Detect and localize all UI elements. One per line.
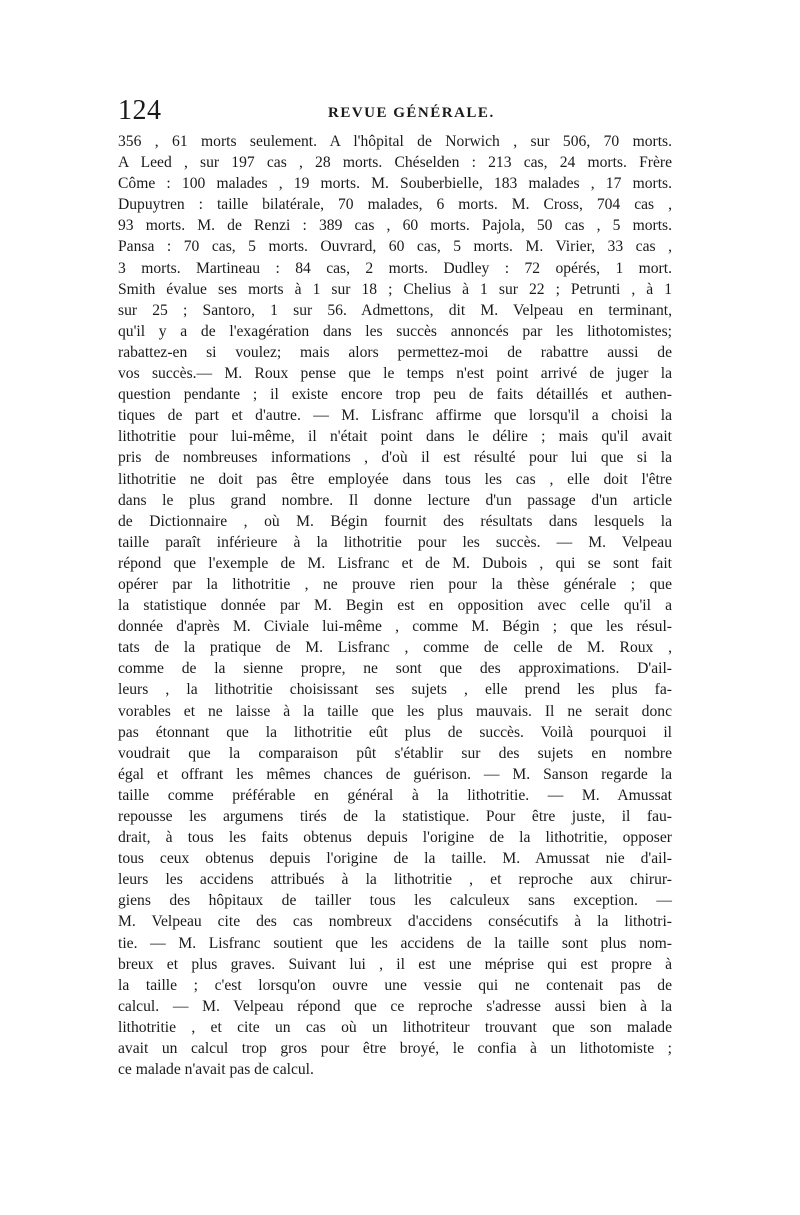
text-line: donnée d'après M. Civiale lui-même , comme M. Bégin ; que les résul- (118, 618, 672, 636)
text-line: Dupuytren : taille bilatérale, 70 malades, 6 morts. M. Cross, 704 cas , (118, 196, 672, 214)
text-line: taille paraît inférieure à la lithotritie pour les succès. — M. Velpeau (118, 533, 672, 551)
text-line: tats de la pratique de M. Lisfranc , comme de celle de M. Roux , (118, 639, 672, 657)
text-line: breux et plus graves. Suivant lui , il est une méprise qui est propre à (118, 955, 672, 973)
text-line: lithotritie , et cite un cas où un lithotriteur trouvant que son malade (118, 1018, 672, 1036)
text-line: Côme : 100 malades , 19 morts. M. Souberbielle, 183 malades , 17 morts. (118, 175, 672, 193)
text-line: 3 morts. Martineau : 84 cas, 2 morts. Dudley : 72 opérés, 1 mort. (118, 259, 672, 277)
text-line: question pendante ; il existe encore trop peu de faits détaillés et authen- (118, 386, 672, 404)
text-line: tous ceux obtenus depuis l'origine de la taille. M. Amussat nie d'ail- (118, 850, 672, 868)
text-line: avait un calcul trop gros pour être broyé, le confia à un lithotomiste ; (118, 1040, 672, 1058)
text-line: 356 , 61 morts seulement. A l'hôpital de Norwich , sur 506, 70 morts. (118, 133, 672, 150)
text-line: comme de la sienne propre, ne sont que des approximations. D'ail- (118, 660, 672, 678)
text-line: sur 25 ; Santoro, 1 sur 56. Admettons, dit M. Velpeau en terminant, (118, 301, 672, 319)
text-line: giens des hôpitaux de tailler tous les calculeux sans exception. — (118, 892, 672, 910)
body-text (118, 131, 672, 1080)
text-line: répond que l'exemple de M. Lisfranc et de M. Dubois , qui se sont fait (118, 554, 672, 572)
text-line: tie. — M. Lisfranc soutient que les accidens de la taille sont plus nom- (118, 934, 672, 952)
text-line: opérer par la lithotritie , ne prouve rien pour la thèse générale ; que (118, 575, 672, 593)
text-line: qu'il y a de l'exagération dans les succès annoncés par les lithotomistes; (118, 322, 672, 340)
text-line: lithotritie ne doit pas être employée dans tous les cas , elle doit l'être (118, 470, 672, 488)
text-line: rabattez-en si voulez; mais alors permettez-moi de rabattre aussi de (118, 343, 672, 361)
text-line: calcul. — M. Velpeau répond que ce reproche s'adresse aussi bien à la (118, 997, 672, 1015)
text-line: 93 morts. M. de Renzi : 389 cas , 60 morts. Pajola, 50 cas , 5 morts. (118, 217, 672, 235)
text-line: dans le plus grand nombre. Il donne lecture d'un passage d'un article (118, 491, 672, 509)
text-line: vorables et ne laisse à la taille que les plus mauvais. Il ne serait donc (118, 702, 672, 720)
text-line: repousse les argumens tirés de la statistique. Pour être juste, il fau- (118, 808, 672, 825)
text-line: leurs , la lithotritie choisissant ses sujets , elle prend les plus fa- (118, 681, 672, 699)
text-line: pas étonnant que la lithotritie eût plus de succès. Voilà pourquoi il (118, 723, 672, 741)
text-line: taille comme préférable en général à la lithotritie. — M. Amussat (118, 786, 672, 804)
text-line: M. Velpeau cite des cas nombreux d'accidens consécutifs à la lithotri- (118, 913, 672, 931)
text-line-last: ce malade n'avait pas de calcul. (118, 1061, 314, 1079)
text-line: leurs les accidens attribués à la lithotritie , et reproche aux chirur- (118, 871, 672, 889)
text-line: Pansa : 70 cas, 5 morts. Ouvrard, 60 cas, 5 morts. M. Virier, 33 cas , (118, 238, 672, 256)
text-line: la taille ; c'est lorsqu'on ouvre une vessie qui ne contenait pas de (118, 976, 672, 994)
page-header (118, 96, 676, 126)
text-line: pris de nombreuses informations , d'où il est résulté pour lui que si la (118, 449, 672, 467)
text-line: Smith évalue ses morts à 1 sur 18 ; Chelius à 1 sur 22 ; Petrunti , à 1 (118, 280, 672, 298)
text-line: A Leed , sur 197 cas , 28 morts. Chéselden : 213 cas, 24 morts. Frère (118, 154, 672, 172)
text-line: drait, à tous les faits obtenus depuis l'origine de la lithotritie, opposer (118, 829, 672, 847)
text-line: de Dictionnaire , où M. Bégin fournit des résultats dans lesquels la (118, 512, 672, 530)
text-line: la statistique donnée par M. Begin est en opposition avec celle qu'il a (118, 597, 672, 615)
text-line: lithotritie pour lui-même, il n'était point dans le délire ; mais qu'il avait (118, 428, 672, 446)
text-line: égal et offrant les mêmes chances de guérison. — M. Sanson regarde la (118, 765, 672, 783)
text-line: tiques de part et d'autre. — M. Lisfranc affirme que lorsqu'il a choisi la (118, 407, 672, 425)
running-head: REVUE GÉNÉRALE. (328, 105, 495, 121)
text-line: voudrait que la comparaison pût s'établir sur des sujets en nombre (118, 744, 672, 762)
page-number: 124 (118, 95, 162, 126)
text-line: vos succès.— M. Roux pense que le temps n'est point arrivé de juger la (118, 365, 672, 383)
